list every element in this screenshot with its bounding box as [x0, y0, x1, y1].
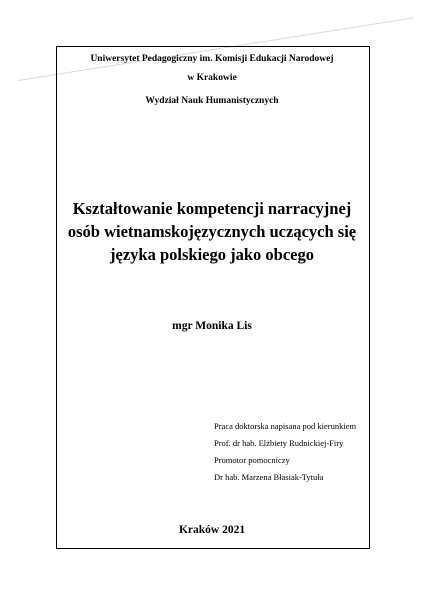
thesis-title-line-2: osób wietnamskojęzycznych uczących się — [67, 222, 357, 241]
supervision-block — [214, 418, 356, 486]
thesis-title-line-1: Kształtowanie kompetencji narracyjnej — [72, 199, 352, 218]
supervision-line-1: Praca doktorska napisana pod kierunkiem — [214, 421, 357, 431]
faculty-name: Wydział Nauk Humanistycznych — [145, 96, 279, 106]
author-name: mgr Monika Lis — [172, 320, 252, 332]
supervision-line-3: Promotor pomocniczy — [214, 455, 290, 465]
supervision-line-2: Prof. dr hab. Elżbiety Rudnickiej-Firy — [214, 438, 344, 448]
place-and-year: Kraków 2021 — [178, 524, 246, 536]
thesis-title-line-3: języka polskiego jako obcego — [110, 245, 314, 264]
university-name: Uniwersytet Pedagogiczny im. Komisji Edukacji Narodowej — [90, 54, 334, 64]
university-city: w Krakowie — [187, 73, 237, 83]
supervision-line-4: Dr hab. Marzena Błasiak-Tytuła — [214, 472, 324, 482]
